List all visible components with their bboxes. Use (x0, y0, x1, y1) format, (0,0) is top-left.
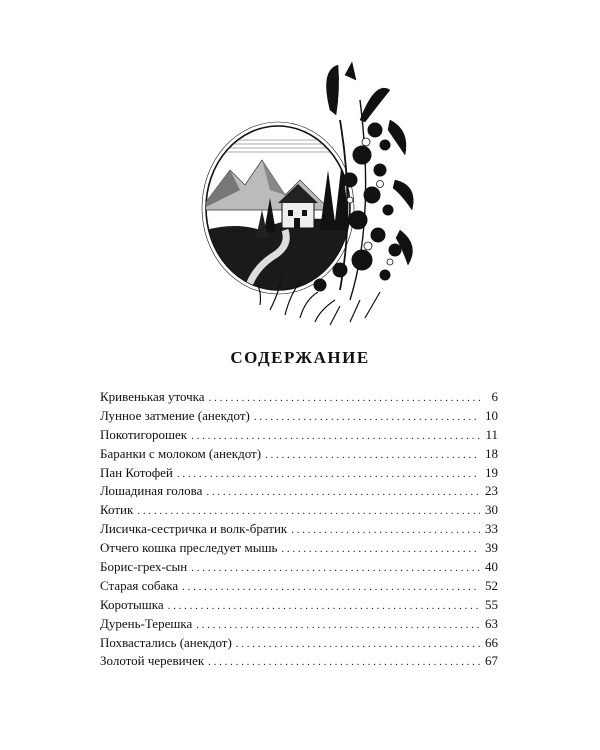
toc-dot-leader (168, 597, 480, 616)
toc-entry (100, 577, 498, 596)
toc-entry-title: Котик (100, 502, 134, 518)
toc-entry-title: Похвастались (анекдот) (100, 634, 232, 650)
toc-dot-leader (137, 502, 480, 521)
toc-list (100, 388, 498, 671)
toc-entry-page-number: 33 (485, 521, 498, 537)
toc-entry (100, 615, 498, 634)
toc-entry (100, 482, 498, 501)
toc-entry (100, 445, 498, 464)
toc-entry (100, 539, 498, 558)
toc-dot-leader (236, 635, 480, 654)
toc-entry (100, 464, 498, 483)
toc-entry-title: Старая собака (100, 577, 179, 593)
toc-entry-title: Пан Котофей (100, 464, 173, 480)
toc-dot-leader (177, 465, 480, 484)
toc-entry-page-number: 52 (485, 577, 498, 593)
toc-entry-title: Кривенькая уточка (100, 389, 205, 404)
toc-entry (100, 596, 498, 615)
toc-dot-leader (196, 616, 480, 635)
toc-dot-leader (182, 578, 480, 597)
toc-entry-title: Дурень-Терешка (100, 615, 193, 631)
toc-entry-page-number: 19 (485, 464, 498, 480)
toc-entry (100, 558, 498, 577)
toc-entry (100, 426, 498, 445)
toc-entry-page-number: 30 (485, 502, 498, 518)
toc-dot-leader (206, 483, 480, 502)
toc-entry-page-number: 23 (485, 483, 498, 499)
landscape-vignette-illustration (190, 60, 420, 330)
toc-entry-page-number: 10 (485, 407, 498, 423)
toc-entry-page-number: 67 (485, 653, 498, 669)
toc-entry-title: Лунное затмение (анекдот) (100, 407, 250, 423)
toc-entry-title: Золотой черевичек (100, 653, 205, 669)
toc-entry (100, 501, 498, 520)
toc-entry-title: Коротышка (100, 596, 164, 612)
toc-entry-page-number: 63 (485, 615, 498, 631)
toc-entry-page-number: 40 (485, 559, 498, 575)
toc-entry-title: Покотигорошек (100, 426, 188, 442)
toc-dot-leader (265, 446, 480, 465)
toc-dot-leader (191, 427, 480, 446)
toc-entry (100, 652, 498, 671)
toc-entry-page-number: 66 (485, 634, 498, 650)
toc-entry (100, 634, 498, 653)
toc-entry-page-number: 55 (485, 596, 498, 612)
toc-dot-leader (208, 653, 480, 672)
toc-title: СОДЕРЖАНИЕ (230, 348, 370, 367)
toc-entry-page-number: 6 (491, 389, 498, 404)
toc-entry-title: Борис-грех-сын (100, 559, 188, 575)
toc-entry-page-number: 39 (485, 540, 498, 556)
toc-entry-title: Баранки с молоком (анекдот) (100, 445, 262, 461)
toc-entry-page-number: 18 (485, 445, 498, 461)
toc-dot-leader (254, 408, 480, 427)
toc-entry (100, 407, 498, 426)
toc-entry-page-number: 11 (485, 426, 498, 442)
toc-entry (100, 388, 498, 407)
toc-dot-leader (209, 389, 480, 408)
toc-entry (100, 520, 498, 539)
toc-entry-title: Отчего кошка преследует мышь (100, 540, 278, 556)
toc-dot-leader (281, 540, 480, 559)
toc-entry-title: Лошадиная голова (100, 483, 203, 499)
toc-dot-leader (291, 521, 480, 540)
toc-entry-title: Лисичка-сестричка и волк-братик (100, 521, 288, 537)
toc-dot-leader (191, 559, 480, 578)
